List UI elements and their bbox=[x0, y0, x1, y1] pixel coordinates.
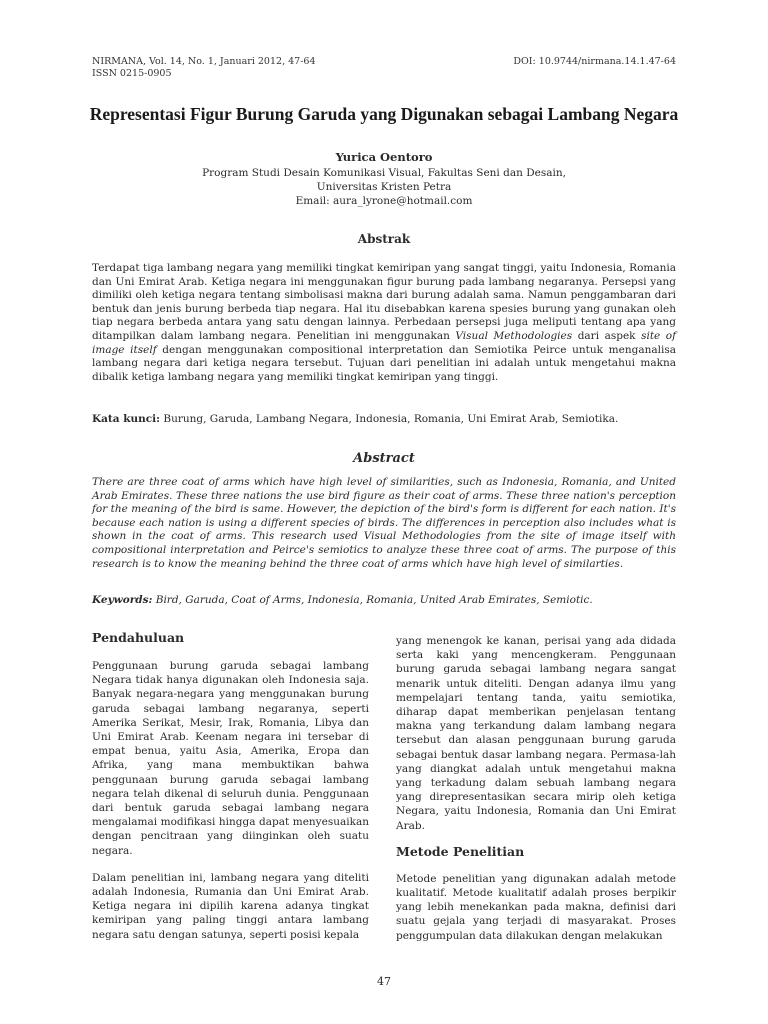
pendahuluan-paragraph-3: yang menengok ke kanan, perisai yang ada didada serta kaki yang mencengkeram. Penggunaan burung garuda sebagai lambang negara sangat menarik untuk diteliti. Dengan adanya ilmu yang mempelajari tentang tanda, yaitu semiotika, diharap dapat memberikan penjelasan tentang makna yang terkandung dalam lambang negara tersebut dan alasan penggunaan burung garuda sebagai bentuk dasar lambang negara. Permasa-lah yang diangkat adalah untuk mengetahui makna yang terkadung dalam sebuah lambang negara yang direpresentasikan secara mirip oleh ketiga Negara, yaitu Indonesia, Romania dan Uni Emirat Arab. bbox=[396, 635, 676, 832]
abstrak-emphasis-2: site of image itself bbox=[92, 329, 677, 356]
pendahuluan-heading: Pendahuluan bbox=[92, 630, 185, 645]
page-number: 47 bbox=[377, 975, 391, 988]
kata-kunci-label: Kata kunci: bbox=[92, 413, 161, 425]
abstrak-body bbox=[92, 262, 676, 384]
column-right bbox=[396, 634, 676, 943]
pendahuluan-paragraph-1: Penggunaan burung garuda sebagai lambang Negara tidak hanya digunakan oleh Indonesia saja. Banyak negara-negara yang menggunakan burung garuda sebagai lambang negaranya, seperti Amerika Serikat, Mesir, Irak, Romania, Libya dan Uni Emirat Arab. Keenam negara ini tersebar di empat benua, yaitu Asia, Amerika, Eropa dan Afrika, yang mana membuktikan bahwa penggunaan burung garuda sebagai lambang negara telah dikenal di seluruh dunia. Penggunaan dari bentuk garuda sebagai lambang negara mengalamai modifikasi hingga dapat menyesuaikan dengan pencitraan yang diinginkan oleh suatu negara. bbox=[92, 660, 369, 857]
kata-kunci-list: Burung, Garuda, Lambang Negara, Indonesia, Romania, Uni Emirat Arab, Semiotika. bbox=[160, 413, 619, 425]
author-email[interactable]: Email: aura_lyrone@hotmail.com bbox=[295, 195, 473, 207]
metode-paragraph-1: Metode penelitian yang digunakan adalah metode kualitatif. Metode kualitatif adalah proses berpikir yang lebih menekankan pada makna, definisi dari suatu gejala yang terjadi di masyarakat. Proses penggumpulan data dilakukan dengan melakukan bbox=[396, 872, 676, 942]
abstrak-text-3: dengan menggunakan compositional interpretation dan Semiotika Peirce untuk menganalisa lambang negara dari ketiga negara tersebut. Tujuan dari penelitian ini adalah untuk mengetahui makna dibalik ketiga lambang negara yang memiliki tingkat kemiripan yang tinggi. bbox=[92, 343, 676, 383]
keywords-list: Bird, Garuda, Coat of Arms, Indonesia, Romania, United Arab Emirates, Semiotic. bbox=[152, 594, 593, 606]
abstrak-text-1: Terdapat tiga lambang negara yang memiliki tingkat kemiripan yang sangat tinggi, yaitu Indonesia, Romania dan Uni Emirat Arab. Ketiga negara ini menggunakan figur burung pada lambang negaranya. Persepsi yang dimiliki oleh ketiga negara tentang simbolisasi makna dari burung adalah sama. Namun penggambaran dari bentuk dan jenis burung berbeda tiap negara. Hal itu disebabkan karena spesies burung yang gunakan oleh tiap negara berbeda antara yang satu dengan lainnya. Perbedaan persepsi juga meliputi tentang apa yang ditampilkan dalam lambang negara. Penelitian ini menggunakan bbox=[92, 262, 676, 342]
issn: ISSN 0215-0905 bbox=[92, 68, 172, 79]
abstrak-text-2: dari aspek bbox=[572, 329, 642, 342]
keywords-label: Keywords: bbox=[92, 594, 153, 606]
journal-citation: NIRMANA, Vol. 14, No. 1, Januari 2012, 47-64 bbox=[92, 56, 316, 67]
metode-heading: Metode Penelitian bbox=[396, 843, 525, 859]
keywords bbox=[92, 594, 676, 608]
column-left bbox=[92, 630, 369, 942]
affiliation-line-1: Program Studi Desain Komunikasi Visual, Fakultas Seni dan Desain, bbox=[202, 167, 566, 179]
kata-kunci bbox=[92, 413, 676, 427]
abstrak-heading: Abstrak bbox=[357, 232, 411, 246]
affiliation-line-2: Universitas Kristen Petra bbox=[316, 181, 452, 193]
abstract-heading: Abstract bbox=[353, 451, 415, 466]
pendahuluan-paragraph-2: Dalam penelitian ini, lambang negara yang diteliti adalah Indonesia, Rumania dan Uni Emirat Arab. Ketiga negara ini dipilih karena adanya tingkat kemiripan yang paling tinggi antara lambang negara satu dengan satunya, seperti posisi kepala bbox=[92, 871, 369, 941]
paper-title: Representasi Figur Burung Garuda yang Digunakan sebagai Lambang Negara bbox=[89, 104, 679, 124]
author-block bbox=[92, 150, 676, 208]
doi[interactable]: DOI: 10.9744/nirmana.14.1.47-64 bbox=[513, 56, 676, 67]
abstract-body: There are three coat of arms which have high level of similarities, such as Indonesia, Romania, and United Arab Emirates. These three nations the use bird figure as their coat of arms. These three nation's perception for the meaning of the bird is same. However, the depiction of the bird's form is different for each nation. It's because each nation is using a different species of birds. The differences in perception also includes what is shown in the coat of arms. This research used Visual Methodologies from the site of image itself with compositional interpretation and Peirce's semiotics to analyze these three coat of arms. The purpose of this research is to know the meaning behind the three coat of arms which have high level of similarties. bbox=[92, 476, 676, 570]
abstrak-emphasis-1: Visual Methodologies bbox=[455, 329, 573, 342]
journal-header bbox=[92, 56, 316, 80]
author-name: Yurica Oentoro bbox=[335, 150, 433, 164]
